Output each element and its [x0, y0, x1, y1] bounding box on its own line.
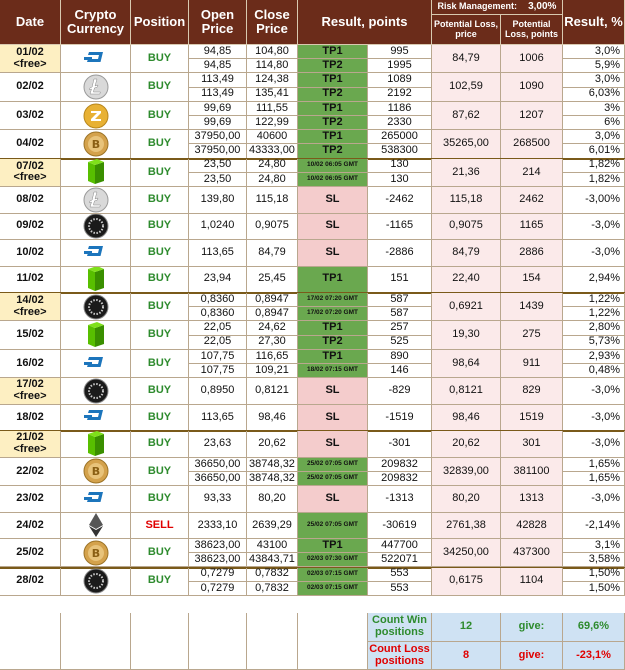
- bitcoin-icon: [61, 458, 131, 486]
- close-price: 2639,29: [247, 513, 298, 540]
- trade-date: 24/02: [0, 513, 61, 540]
- result-status: 02/03 07:15 GMT: [298, 582, 368, 596]
- potential-loss-points: 911: [501, 350, 563, 378]
- close-price: 24,62: [247, 321, 298, 335]
- summary-blank-4: [189, 613, 247, 670]
- result-points: 130: [368, 173, 432, 187]
- potential-loss-price: 0,6175: [432, 568, 501, 596]
- header-potential-loss-price: Potential Loss, price: [432, 15, 501, 45]
- result-status: 17/02 07:20 GMT: [298, 307, 368, 321]
- result-pct: 2,93%: [563, 350, 625, 364]
- open-price: 22,05: [189, 336, 247, 350]
- potential-loss-price: 115,18: [432, 187, 501, 214]
- close-price: 24,80: [247, 159, 298, 173]
- position-badge: BUY: [131, 568, 189, 596]
- open-price: 37950,00: [189, 144, 247, 158]
- svg-text:B: B: [91, 137, 100, 151]
- potential-loss-points: 1165: [501, 214, 563, 241]
- trade-date: 16/02: [0, 350, 61, 378]
- potential-loss-points: 437300: [501, 539, 563, 567]
- open-price: 38623,00: [189, 539, 247, 553]
- result-pct: 2,94%: [563, 267, 625, 294]
- result-pct: -2,14%: [563, 513, 625, 540]
- open-price: 38623,00: [189, 553, 247, 567]
- result-status: SL: [298, 187, 368, 214]
- header-date: Date: [0, 0, 61, 45]
- potential-loss-points: 268500: [501, 130, 563, 158]
- open-price: 0,8360: [189, 293, 247, 307]
- result-status: 10/02 06:05 GMT: [298, 173, 368, 187]
- dash-icon: [61, 45, 131, 73]
- litecoin-icon: [61, 73, 131, 101]
- potential-loss-price: 32839,00: [432, 458, 501, 486]
- result-status: 25/02 07:05 GMT: [298, 458, 368, 472]
- result-status: TP1: [298, 102, 368, 116]
- result-points: -301: [368, 431, 432, 458]
- potential-loss-price: 21,36: [432, 159, 501, 187]
- result-status: 10/02 06:05 GMT: [298, 159, 368, 173]
- result-points: 525: [368, 336, 432, 350]
- result-pct: 1,22%: [563, 307, 625, 321]
- position-badge: BUY: [131, 350, 189, 378]
- count-win-label: Count Win positions: [368, 613, 432, 642]
- ethereum-icon: [61, 513, 131, 540]
- neo-icon: [61, 431, 131, 458]
- dash-icon: [61, 350, 131, 378]
- open-price: 93,33: [189, 486, 247, 513]
- result-points: 257: [368, 321, 432, 335]
- result-pct: 3,1%: [563, 539, 625, 553]
- result-points: 553: [368, 582, 432, 596]
- svg-text:B: B: [91, 546, 100, 560]
- position-badge: BUY: [131, 187, 189, 214]
- trade-date: 21/02 <free>: [0, 431, 61, 458]
- close-price: 24,80: [247, 173, 298, 187]
- result-points: -2462: [368, 187, 432, 214]
- result-points: 265000: [368, 130, 432, 144]
- trade-date: 14/02 <free>: [0, 293, 61, 321]
- close-price: 43843,71: [247, 553, 298, 567]
- header-potential-loss-points: Potential Loss, points: [501, 15, 563, 45]
- result-status: TP1: [298, 539, 368, 553]
- open-price: 37950,00: [189, 130, 247, 144]
- result-pct: 6,03%: [563, 88, 625, 102]
- neo-icon: [61, 321, 131, 349]
- count-loss-value: 8: [432, 642, 501, 670]
- trade-date: 17/02 <free>: [0, 378, 61, 405]
- result-points: -1519: [368, 405, 432, 432]
- header-result-points: Result, points: [298, 0, 432, 45]
- potential-loss-price: 22,40: [432, 267, 501, 294]
- summary-blank-6: [298, 613, 368, 670]
- potential-loss-points: 1090: [501, 73, 563, 101]
- open-price: 1,0240: [189, 214, 247, 241]
- trade-date: 18/02: [0, 405, 61, 432]
- potential-loss-price: 102,59: [432, 73, 501, 101]
- zcash-icon: [61, 102, 131, 130]
- close-price: 0,7832: [247, 582, 298, 596]
- dash-icon: [61, 405, 131, 432]
- potential-loss-points: 42828: [501, 513, 563, 540]
- result-pct: 5,9%: [563, 59, 625, 73]
- result-status: SL: [298, 214, 368, 241]
- position-badge: BUY: [131, 378, 189, 405]
- result-points: 995: [368, 45, 432, 59]
- potential-loss-price: 0,8121: [432, 378, 501, 405]
- result-pct: 0,48%: [563, 364, 625, 378]
- position-badge: BUY: [131, 539, 189, 567]
- result-points: 553: [368, 568, 432, 582]
- trade-date: 02/02: [0, 73, 61, 101]
- result-pct: 1,50%: [563, 568, 625, 582]
- result-status: TP2: [298, 336, 368, 350]
- result-points: 1089: [368, 73, 432, 87]
- dash-icon: [61, 240, 131, 267]
- result-pct: -3,0%: [563, 240, 625, 267]
- result-status: SL: [298, 378, 368, 405]
- open-price: 0,7279: [189, 568, 247, 582]
- close-price: 25,45: [247, 267, 298, 294]
- result-status: TP1: [298, 45, 368, 59]
- close-price: 20,62: [247, 431, 298, 458]
- close-price: 43333,00: [247, 144, 298, 158]
- close-price: 27,30: [247, 336, 298, 350]
- open-price: 113,65: [189, 240, 247, 267]
- trade-date: 28/02: [0, 568, 61, 596]
- result-points: 146: [368, 364, 432, 378]
- result-status: SL: [298, 405, 368, 432]
- result-status: TP1: [298, 267, 368, 294]
- potential-loss-price: 84,79: [432, 240, 501, 267]
- result-points: 1186: [368, 102, 432, 116]
- open-price: 94,85: [189, 45, 247, 59]
- close-price: 38748,32: [247, 472, 298, 486]
- potential-loss-points: 1313: [501, 486, 563, 513]
- potential-loss-price: 35265,00: [432, 130, 501, 158]
- trade-date: 07/02 <free>: [0, 159, 61, 187]
- open-price: 107,75: [189, 350, 247, 364]
- potential-loss-points: 301: [501, 431, 563, 458]
- open-price: 113,49: [189, 88, 247, 102]
- iota-icon: [61, 214, 131, 241]
- header-crypto: Crypto Currency: [61, 0, 131, 45]
- result-points: 447700: [368, 539, 432, 553]
- close-price: 0,7832: [247, 568, 298, 582]
- result-points: 209832: [368, 472, 432, 486]
- result-status: TP2: [298, 88, 368, 102]
- result-status: 25/02 07:05 GMT: [298, 472, 368, 486]
- open-price: 0,8950: [189, 378, 247, 405]
- potential-loss-points: 2462: [501, 187, 563, 214]
- potential-loss-points: 1104: [501, 568, 563, 596]
- result-points: -829: [368, 378, 432, 405]
- position-badge: BUY: [131, 45, 189, 73]
- potential-loss-points: 1519: [501, 405, 563, 432]
- open-price: 0,7279: [189, 582, 247, 596]
- trade-date: 04/02: [0, 130, 61, 158]
- potential-loss-price: 20,62: [432, 431, 501, 458]
- result-pct: 1,22%: [563, 293, 625, 307]
- position-badge: BUY: [131, 431, 189, 458]
- potential-loss-points: 1006: [501, 45, 563, 73]
- summary-blank-3: [131, 613, 189, 670]
- potential-loss-price: 87,62: [432, 102, 501, 130]
- potential-loss-points: 1207: [501, 102, 563, 130]
- result-points: 587: [368, 307, 432, 321]
- position-badge: BUY: [131, 321, 189, 349]
- result-status: TP2: [298, 116, 368, 130]
- trade-date: 15/02: [0, 321, 61, 349]
- result-pct: -3,0%: [563, 486, 625, 513]
- count-loss-label: Count Loss positions: [368, 642, 432, 670]
- count-win-value: 12: [432, 613, 501, 642]
- position-badge: BUY: [131, 214, 189, 241]
- position-badge: BUY: [131, 486, 189, 513]
- iota-icon: [61, 378, 131, 405]
- potential-loss-points: 154: [501, 267, 563, 294]
- result-pct: -3,00%: [563, 187, 625, 214]
- trade-date: 25/02: [0, 539, 61, 567]
- result-status: SL: [298, 240, 368, 267]
- potential-loss-price: 19,30: [432, 321, 501, 349]
- risk-management-value: 3,00%: [528, 0, 557, 12]
- result-status: 02/03 07:30 GMT: [298, 553, 368, 567]
- close-price: 98,46: [247, 405, 298, 432]
- bitcoin-icon: [61, 130, 131, 158]
- result-points: -1165: [368, 214, 432, 241]
- result-pct: -3,0%: [563, 431, 625, 458]
- result-status: TP1: [298, 321, 368, 335]
- close-price: 40600: [247, 130, 298, 144]
- risk-management-label: Risk Management:: [437, 1, 518, 12]
- result-pct: 3,58%: [563, 553, 625, 567]
- position-badge: BUY: [131, 159, 189, 187]
- potential-loss-points: 829: [501, 378, 563, 405]
- position-badge: BUY: [131, 267, 189, 294]
- potential-loss-price: 34250,00: [432, 539, 501, 567]
- close-price: 43100: [247, 539, 298, 553]
- close-price: 38748,32: [247, 458, 298, 472]
- result-status: TP1: [298, 350, 368, 364]
- open-price: 139,80: [189, 187, 247, 214]
- result-points: -1313: [368, 486, 432, 513]
- potential-loss-price: 0,6921: [432, 293, 501, 321]
- result-pct: 1,65%: [563, 458, 625, 472]
- open-price: 107,75: [189, 364, 247, 378]
- win-give-value: 69,6%: [563, 613, 625, 642]
- potential-loss-price: 80,20: [432, 486, 501, 513]
- result-status: TP2: [298, 59, 368, 73]
- result-points: 2330: [368, 116, 432, 130]
- result-points: 130: [368, 159, 432, 173]
- result-pct: -3,0%: [563, 405, 625, 432]
- potential-loss-points: 214: [501, 159, 563, 187]
- neo-icon: [61, 159, 131, 187]
- position-badge: BUY: [131, 293, 189, 321]
- close-price: 135,41: [247, 88, 298, 102]
- summary-blank-2: [61, 613, 131, 670]
- open-price: 22,05: [189, 321, 247, 335]
- potential-loss-price: 98,46: [432, 405, 501, 432]
- potential-loss-price: 98,64: [432, 350, 501, 378]
- close-price: 0,8947: [247, 307, 298, 321]
- result-pct: 2,80%: [563, 321, 625, 335]
- potential-loss-points: 2886: [501, 240, 563, 267]
- position-badge: BUY: [131, 405, 189, 432]
- close-price: 0,9075: [247, 214, 298, 241]
- potential-loss-points: 1439: [501, 293, 563, 321]
- neo-icon: [61, 267, 131, 294]
- position-badge: BUY: [131, 102, 189, 130]
- header-result-pct: Result, %: [563, 0, 625, 45]
- header-risk-management: [432, 0, 563, 15]
- result-points: 587: [368, 293, 432, 307]
- iota-icon: [61, 568, 131, 596]
- result-points: 1995: [368, 59, 432, 73]
- header-open-price: Open Price: [189, 0, 247, 45]
- open-price: 99,69: [189, 102, 247, 116]
- result-pct: 5,73%: [563, 336, 625, 350]
- potential-loss-points: 275: [501, 321, 563, 349]
- trade-date: 11/02: [0, 267, 61, 294]
- position-badge: BUY: [131, 240, 189, 267]
- close-price: 124,38: [247, 73, 298, 87]
- result-points: 538300: [368, 144, 432, 158]
- loss-give-label: give:: [501, 642, 563, 670]
- trade-date: 03/02: [0, 102, 61, 130]
- svg-text:B: B: [91, 465, 100, 479]
- result-pct: 3,0%: [563, 73, 625, 87]
- result-pct: 3,0%: [563, 130, 625, 144]
- close-price: 116,65: [247, 350, 298, 364]
- result-pct: 6%: [563, 116, 625, 130]
- potential-loss-price: 0,9075: [432, 214, 501, 241]
- trade-date: 01/02 <free>: [0, 45, 61, 73]
- open-price: 23,50: [189, 159, 247, 173]
- bitcoin-icon: [61, 539, 131, 567]
- result-pct: -3,0%: [563, 378, 625, 405]
- litecoin-icon: [61, 187, 131, 214]
- potential-loss-points: 381100: [501, 458, 563, 486]
- open-price: 0,8360: [189, 307, 247, 321]
- close-price: 114,80: [247, 59, 298, 73]
- result-pct: -3,0%: [563, 214, 625, 241]
- position-badge: SELL: [131, 513, 189, 540]
- open-price: 99,69: [189, 116, 247, 130]
- result-pct: 1,50%: [563, 582, 625, 596]
- result-points: 522071: [368, 553, 432, 567]
- trade-date: 08/02: [0, 187, 61, 214]
- dash-icon: [61, 486, 131, 513]
- open-price: 113,49: [189, 73, 247, 87]
- open-price: 94,85: [189, 59, 247, 73]
- result-points: 151: [368, 267, 432, 294]
- open-price: 36650,00: [189, 458, 247, 472]
- trade-date: 10/02: [0, 240, 61, 267]
- result-points: 890: [368, 350, 432, 364]
- result-status: 17/02 07:20 GMT: [298, 293, 368, 307]
- open-price: 23,63: [189, 431, 247, 458]
- close-price: 80,20: [247, 486, 298, 513]
- close-price: 0,8121: [247, 378, 298, 405]
- summary-blank-5: [247, 613, 298, 670]
- open-price: 23,50: [189, 173, 247, 187]
- close-price: 109,21: [247, 364, 298, 378]
- result-points: -2886: [368, 240, 432, 267]
- result-points: -30619: [368, 513, 432, 540]
- result-status: 25/02 07:05 GMT: [298, 513, 368, 540]
- header-position: Position: [131, 0, 189, 45]
- close-price: 122,99: [247, 116, 298, 130]
- result-status: 18/02 07:15 GMT: [298, 364, 368, 378]
- result-status: 02/03 07:15 GMT: [298, 568, 368, 582]
- trade-date: 22/02: [0, 458, 61, 486]
- result-status: TP2: [298, 144, 368, 158]
- open-price: 113,65: [189, 405, 247, 432]
- result-pct: 3%: [563, 102, 625, 116]
- close-price: 115,18: [247, 187, 298, 214]
- result-pct: 1,65%: [563, 472, 625, 486]
- result-status: TP1: [298, 73, 368, 87]
- iota-icon: [61, 293, 131, 321]
- close-price: 104,80: [247, 45, 298, 59]
- position-badge: BUY: [131, 130, 189, 158]
- result-pct: 1,82%: [563, 159, 625, 173]
- position-badge: BUY: [131, 458, 189, 486]
- open-price: 23,94: [189, 267, 247, 294]
- trade-date: 23/02: [0, 486, 61, 513]
- position-badge: BUY: [131, 73, 189, 101]
- header-close-price: Close Price: [247, 0, 298, 45]
- result-status: SL: [298, 486, 368, 513]
- open-price: 36650,00: [189, 472, 247, 486]
- result-pct: 6,01%: [563, 144, 625, 158]
- trade-date: 09/02: [0, 214, 61, 241]
- result-pct: 3,0%: [563, 45, 625, 59]
- result-points: 209832: [368, 458, 432, 472]
- potential-loss-price: 84,79: [432, 45, 501, 73]
- result-points: 2192: [368, 88, 432, 102]
- win-give-label: give:: [501, 613, 563, 642]
- loss-give-value: -23,1%: [563, 642, 625, 670]
- result-pct: 1,82%: [563, 173, 625, 187]
- potential-loss-price: 2761,38: [432, 513, 501, 540]
- close-price: 0,8947: [247, 293, 298, 307]
- open-price: 2333,10: [189, 513, 247, 540]
- close-price: 111,55: [247, 102, 298, 116]
- result-status: TP1: [298, 130, 368, 144]
- summary-blank-1: [0, 613, 61, 670]
- result-status: SL: [298, 431, 368, 458]
- close-price: 84,79: [247, 240, 298, 267]
